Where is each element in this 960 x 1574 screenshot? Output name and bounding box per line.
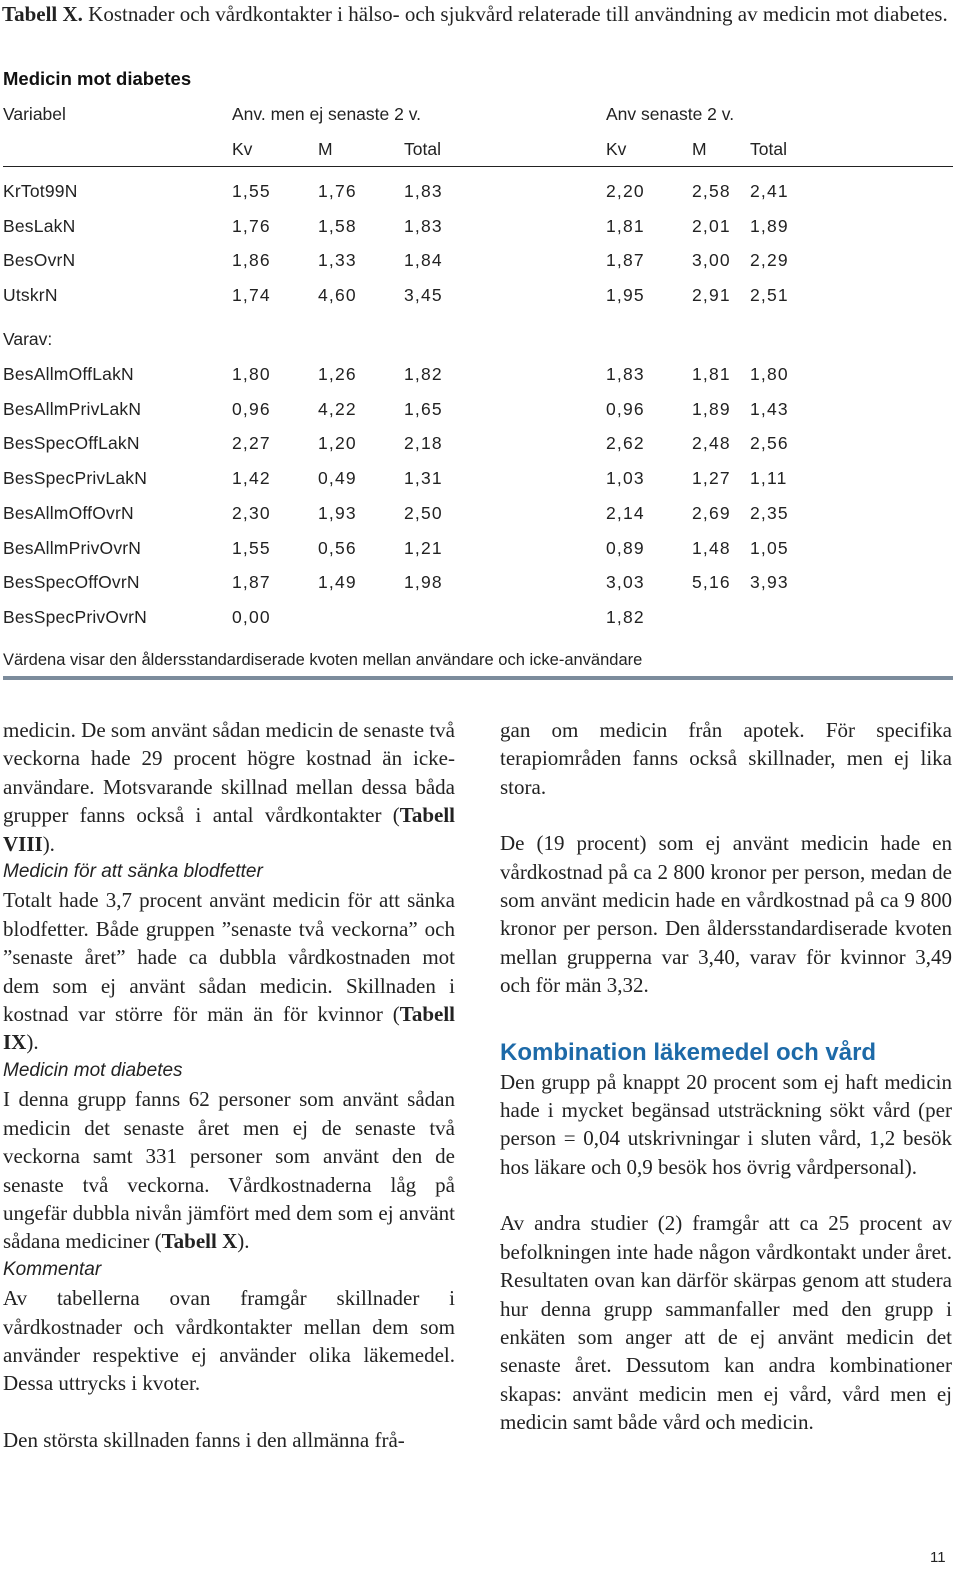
table-cell: 1,93 xyxy=(318,502,357,523)
table-cell: 1,11 xyxy=(750,468,788,489)
table-cell: 0,89 xyxy=(606,537,645,558)
table-cell: 1,87 xyxy=(606,250,645,271)
table-cell: 1,58 xyxy=(318,215,357,236)
table-cell: 2,30 xyxy=(232,502,271,523)
table-row-label: BesOvrN xyxy=(3,250,76,271)
table-cell: 1,55 xyxy=(232,537,271,558)
table-cell: 3,03 xyxy=(606,572,645,593)
right-paragraph-2: De (19 procent) som ej använt medicin hade en vårdkostnad på ca 2 800 kronor per person, medan de som använt medicin hade en vårdkostnad på ca 9 800 kronor per person. Den åldersstandardiserade kvoten mellan grupperna var 3,40, varav för kvinnor 3,49 och för män 3,32. xyxy=(500,831,952,998)
varav-label: Varav: xyxy=(3,329,53,349)
table-cell: 1,49 xyxy=(318,572,357,593)
table-caption xyxy=(2,0,952,28)
table-row-label: BesLakN xyxy=(3,215,76,236)
table-cell: 3,93 xyxy=(750,572,789,593)
table-cell: 2,20 xyxy=(606,181,645,201)
subheader-m-2: M xyxy=(692,139,707,159)
right-paragraph-3: Den grupp på knappt 20 procent som ej haft medicin hade i mycket begänsad utsträckning sökt vård (per person = 0,04 utskrivningar i sluten vård, 1,2 besök hos läkare och 0,9 besök hos övrig vårdpersonal). xyxy=(500,1069,952,1179)
subheader-total-2: Total xyxy=(750,139,787,159)
table-cell: 3,45 xyxy=(404,285,443,306)
left-p2-end: ). xyxy=(26,1030,39,1055)
table-cell: 2,51 xyxy=(750,285,789,306)
table-header-rule xyxy=(3,166,953,167)
subheader-kv-2: Kv xyxy=(606,139,627,159)
table-row-label: BesSpecOffOvrN xyxy=(3,572,140,593)
table-cell: 1,87 xyxy=(232,572,271,593)
table-cell: 1,83 xyxy=(404,215,443,236)
table-cell: 1,21 xyxy=(404,537,443,558)
table-row-label: BesSpecPrivLakN xyxy=(3,468,148,489)
table-cell: 2,50 xyxy=(404,502,443,523)
table-caption-text: Kostnader och vårdkontakter i hälso- och sjukvård relaterade till användning av medicin mot diabetes. xyxy=(82,2,948,26)
table-cell: 4,22 xyxy=(318,398,357,419)
table-cell: 1,83 xyxy=(606,364,645,384)
table-cell: 1,89 xyxy=(750,215,789,236)
table-cell: 4,60 xyxy=(318,285,357,306)
table-row-label: BesSpecOffLakN xyxy=(3,433,140,454)
table-row-label: BesAllmPrivLakN xyxy=(3,398,142,419)
left-paragraph-3 xyxy=(3,1085,455,1255)
table-cell: 2,35 xyxy=(750,502,789,523)
table-cell: 2,27 xyxy=(232,433,271,454)
table-cell: 1,31 xyxy=(404,468,443,489)
table-cell: 1,89 xyxy=(692,398,731,419)
right-column xyxy=(500,716,952,1437)
header-group-2: Anv senaste 2 v. xyxy=(606,104,735,124)
table-cell: 0,00 xyxy=(232,606,271,627)
table-cell: 0,96 xyxy=(232,398,271,419)
table-row-label: BesAllmOffLakN xyxy=(3,364,134,384)
table-cell: 1,65 xyxy=(404,398,443,419)
left-paragraph-4: Av tabellerna ovan framgår skillnader i vårdkostnader och vårdkontakter mellan dem som använder respektive ej använder olika läkemedel. Dessa uttrycks i kvoter. xyxy=(3,1286,455,1396)
left-column xyxy=(3,716,455,1454)
table-row-label: BesSpecPrivOvrN xyxy=(3,606,148,627)
table-cell: 1,26 xyxy=(318,364,357,384)
table-note: Värdena visar den åldersstandardiserade kvoten mellan användare och icke-användare xyxy=(3,651,643,669)
left-p1-end: ). xyxy=(42,831,55,856)
table-cell: 2,56 xyxy=(750,433,789,454)
table-cell: 1,42 xyxy=(232,468,271,489)
subheader-m-1: M xyxy=(318,139,333,159)
table-cell: 1,84 xyxy=(404,250,443,271)
table-cell: 1,33 xyxy=(318,250,357,271)
table-row-label: KrTot99N xyxy=(3,181,78,201)
table-cell: 1,80 xyxy=(750,364,789,384)
table-cell: 1,76 xyxy=(318,181,357,201)
table-row-label: UtskrN xyxy=(3,285,58,306)
table-cell: 2,91 xyxy=(692,285,731,306)
left-p2-text: Totalt hade 3,7 procent använt medicin för att sänka blodfetter. Både gruppen ”senaste två veckorna” och ”senaste året” hade ca dubbla vårdkostnaden mot dem som ej använt sådan medicin. Skillnaden i kostnad var större för män än för kvinnor ( xyxy=(3,888,455,1027)
right-paragraph-1: gan om medicin från apotek. För specifika terapiområden fanns också skillnader, men ej lika stora. xyxy=(500,718,952,799)
table-cell: 5,16 xyxy=(692,572,731,593)
table-cell: 2,58 xyxy=(692,181,731,201)
table-subtitle: Medicin mot diabetes xyxy=(3,68,192,89)
header-variable: Variabel xyxy=(3,104,66,124)
table-caption-label: Tabell X. xyxy=(2,2,83,26)
table-cell: 1,98 xyxy=(404,572,443,593)
table-cell: 3,00 xyxy=(692,250,731,271)
table-row-label: BesAllmOffOvrN xyxy=(3,502,134,523)
subheading-kommentar: Kommentar xyxy=(3,1258,102,1280)
table-cell: 0,49 xyxy=(318,468,357,489)
table-ref-x: Tabell X xyxy=(161,1229,238,1254)
table-row-label: BesAllmPrivOvrN xyxy=(3,537,142,558)
table-cell: 2,29 xyxy=(750,250,789,271)
table-cell: 1,27 xyxy=(692,468,731,489)
subheader-total-1: Total xyxy=(404,139,441,159)
table-cell: 1,80 xyxy=(232,364,271,384)
subheading-diabetes: Medicin mot diabetes xyxy=(3,1059,183,1081)
table-cell: 2,48 xyxy=(692,433,731,454)
table-cell: 1,74 xyxy=(232,285,271,306)
table-cell: 1,43 xyxy=(750,398,789,419)
table-ref-ix: Tabell IX xyxy=(3,1002,455,1055)
table-cell: 1,82 xyxy=(404,364,443,384)
table-cell: 2,41 xyxy=(750,181,789,201)
table-cell: 2,01 xyxy=(692,215,731,236)
section-heading-kombination: Kombination läkemedel och vård xyxy=(500,1038,877,1066)
header-group-1: Anv. men ej senaste 2 v. xyxy=(232,104,422,124)
table-cell: 1,95 xyxy=(606,285,645,306)
table-cell: 1,81 xyxy=(692,364,731,384)
left-p1-text: medicin. De som använt sådan medicin de senaste två veckorna hade 29 procent högre kostnad än icke-användare. Motsvarande skillnad mellan dessa båda grupper fanns också i antal vårdkontakter ( xyxy=(3,718,455,828)
table-cell: 1,82 xyxy=(606,606,645,627)
table-cell: 2,18 xyxy=(404,433,443,454)
table-cell: 1,76 xyxy=(232,215,271,236)
table-cell: 1,55 xyxy=(232,181,271,201)
table-cell: 0,96 xyxy=(606,398,645,419)
left-p3-end: ). xyxy=(237,1229,250,1254)
table-cell: 1,83 xyxy=(404,181,443,201)
left-paragraph-2 xyxy=(3,886,455,1056)
left-paragraph-1 xyxy=(3,716,455,858)
page-number: 11 xyxy=(930,1549,946,1566)
subheader-kv-1: Kv xyxy=(232,139,253,159)
table-cell: 1,05 xyxy=(750,537,789,558)
table-ref-viii: Tabell VIII xyxy=(3,803,455,856)
right-paragraph-4: Av andra studier (2) framgår att ca 25 procent av befolkningen inte hade någon vårdkontakt under året. Resultaten ovan kan därför skärpas genom att studera hur denna grupp sammanfaller med den grupp i enkäten som anger att de ej använt medicin det senaste året. Dessutom kan andra kombinationer skapas: använt medicin men ej vård, vård men ej medicin samt både vård och medicin. xyxy=(500,1211,952,1435)
table-cell: 1,20 xyxy=(318,433,357,454)
table-cell: 1,48 xyxy=(692,537,731,558)
table-cell: 1,81 xyxy=(606,215,645,236)
table-cell: 2,69 xyxy=(692,502,731,523)
left-p3-text: I denna grupp fanns 62 personer som använt sådan medicin det senaste året men ej de senaste två veckorna samt 331 personer som använt den de senaste två veckorna. Vårdkostnaderna låg på ungefär dubbla nivån jämfört med dem som ej använt sådana mediciner ( xyxy=(3,1087,455,1254)
table-cell: 2,62 xyxy=(606,433,645,454)
table-cell: 1,86 xyxy=(232,250,271,271)
table-cell: 2,14 xyxy=(606,502,645,523)
subheading-blodfetter: Medicin för att sänka blodfetter xyxy=(3,861,263,883)
table-cell: 0,56 xyxy=(318,537,357,558)
table-bottom-rule xyxy=(3,676,953,680)
table-cell: 1,03 xyxy=(606,468,645,489)
left-paragraph-5: Den största skillnaden fanns i den allmänna frå- xyxy=(3,1427,405,1452)
